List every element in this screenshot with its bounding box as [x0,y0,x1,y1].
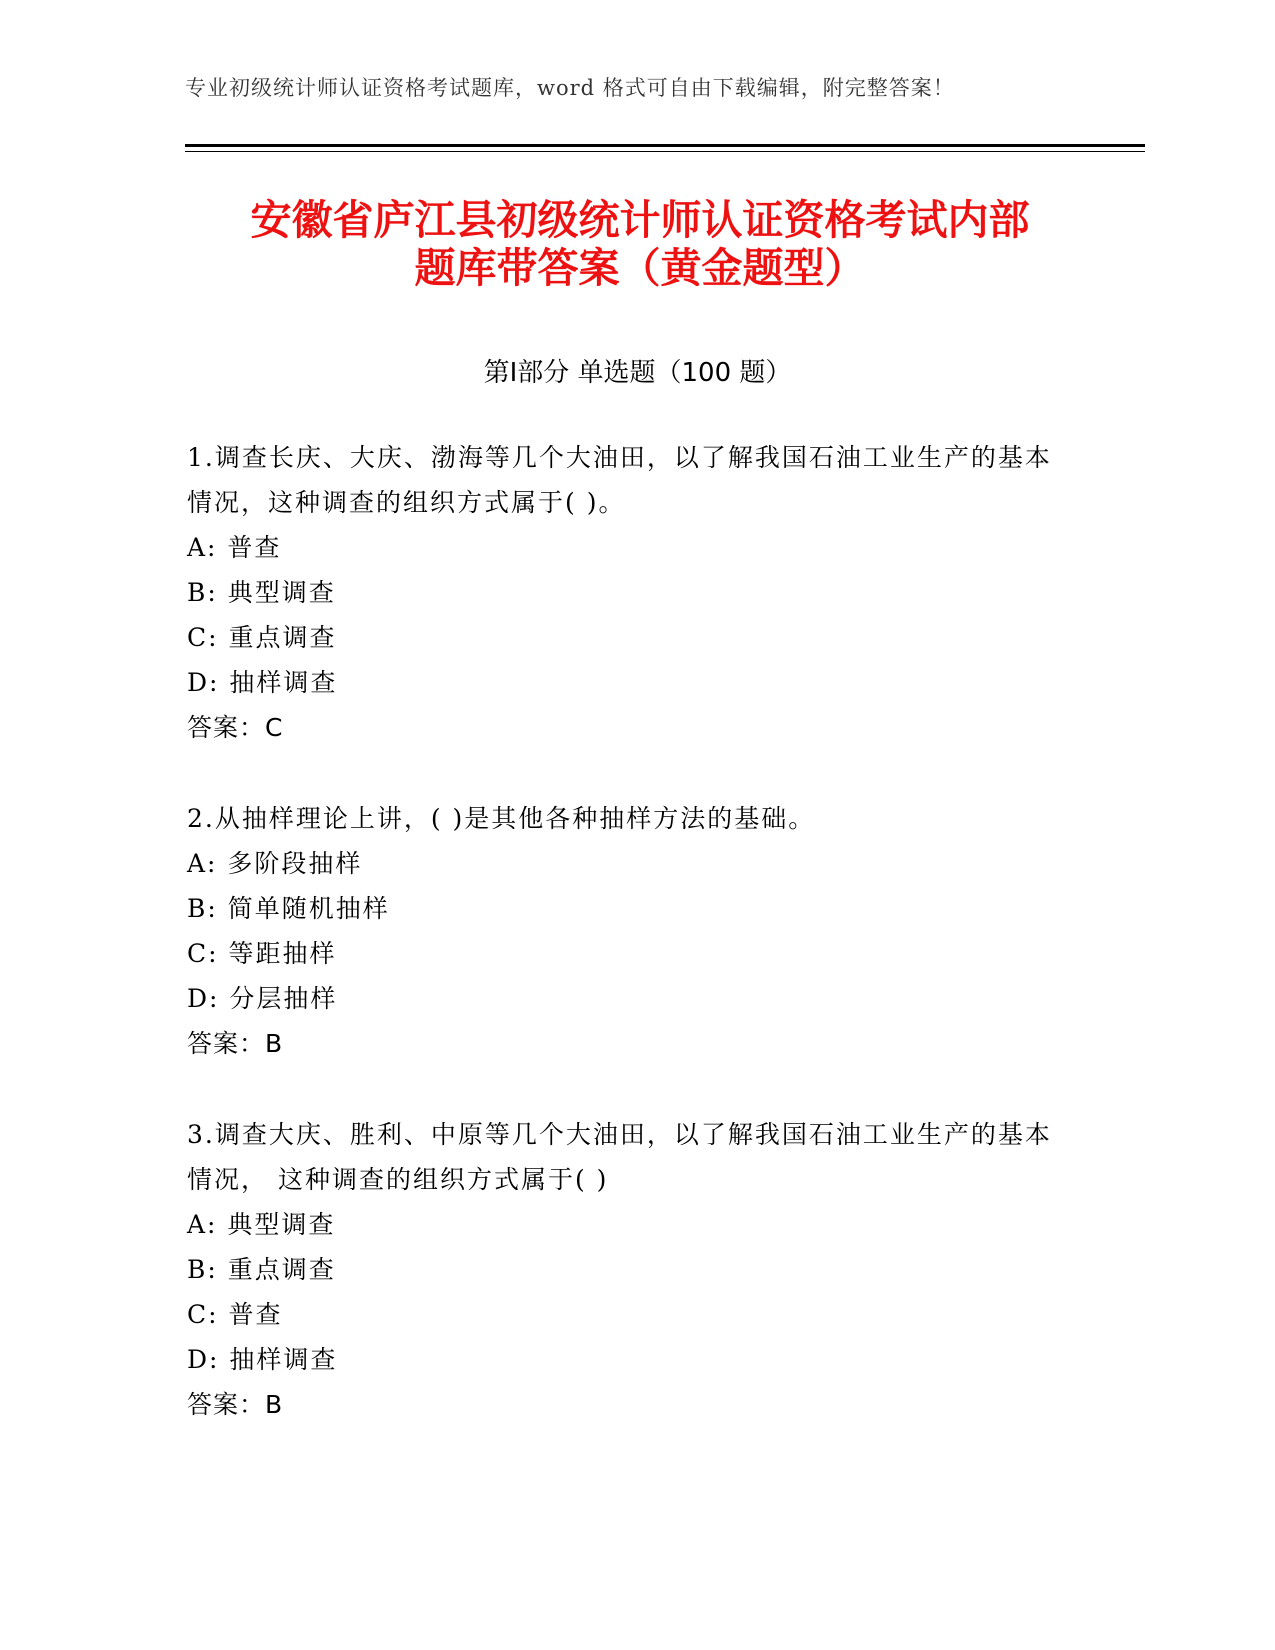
option-d: D: 抽样调查 [187,1345,338,1374]
option-a: A: 多阶段抽样 [187,849,363,878]
question-answer: 答案：B [187,1029,284,1058]
question-stem: 2.从抽样理论上讲，( )是其他各种抽样方法的基础。 [187,804,816,833]
question-2 [187,796,1067,1066]
question-3 [187,1112,1067,1427]
section-title: 第Ⅰ部分 单选题（100 题） [483,358,792,388]
document-title-line2: 题库带答案（黄金题型） [414,244,866,292]
document-title [160,196,1120,292]
question-stem: 1.调查长庆、大庆、渤海等几个大油田，以了解我国石油工业生产的基本情况，这种调查的组织方式属于( )。 [187,443,1052,517]
option-b: B: 重点调查 [187,1255,336,1284]
option-b: B: 简单随机抽样 [187,894,390,923]
option-b: B: 典型调查 [187,578,336,607]
option-c: C: 普查 [187,1300,283,1329]
question-answer: 答案：B [187,1390,284,1419]
option-d: D: 分层抽样 [187,984,338,1013]
question-stem: 3.调查大庆、胜利、中原等几个大油田，以了解我国石油工业生产的基本情况， 这种调查的组织方式属于( ) [187,1120,1052,1194]
option-a: A: 典型调查 [187,1210,336,1239]
header-rule-thin [185,151,1145,152]
option-c: C: 重点调查 [187,623,337,652]
option-c: C: 等距抽样 [187,939,337,968]
header-rule-thick [185,144,1145,147]
question-answer: 答案：C [187,713,284,742]
question-1 [187,435,1067,750]
question-list [187,435,1067,1473]
option-d: D: 抽样调查 [187,668,338,697]
option-a: A: 普查 [187,533,282,562]
header-note: 专业初级统计师认证资格考试题库，word 格式可自由下载编辑，附完整答案！ [185,76,955,100]
document-title-line1: 安徽省庐江县初级统计师认证资格考试内部 [250,196,1030,244]
